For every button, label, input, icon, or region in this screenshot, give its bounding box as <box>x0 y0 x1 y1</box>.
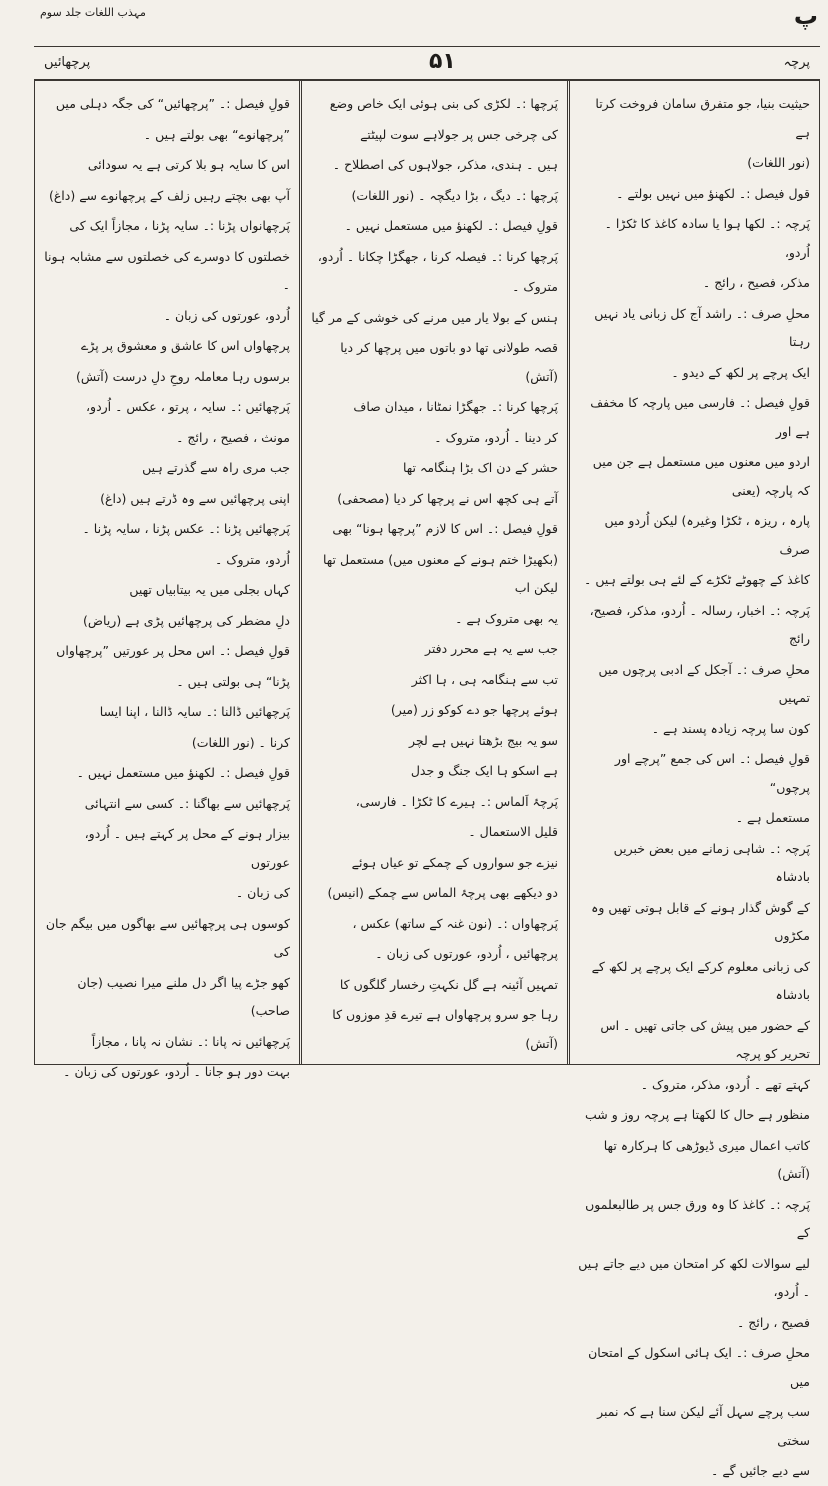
column-left <box>42 90 290 1079</box>
text-line: کر دینا ۔ اُردو، متروک ۔ <box>434 429 558 445</box>
text-line: پَرچھا کرنا :۔ جھگڑا نمٹانا ، میدان صاف <box>353 399 558 414</box>
text-line: کاتب اعمال میری ڈیوڑھی کا ہرکارہ تھا (آتش) <box>603 1137 810 1181</box>
text-line: اُردو، متروک ۔ <box>214 551 290 567</box>
text-line: (بکھیڑا ختم ہونے کے معنوں میں) مستعمل تھا لیکن اب <box>322 551 558 595</box>
column-divider-left <box>299 80 302 1065</box>
text-line: کہاں بجلی میں یہ بیتابیاں تھیں <box>129 582 290 597</box>
text-line: پَرچھا :۔ دیگ ، بڑا دیگچہ ۔ (نور اللغات) <box>351 187 558 203</box>
text-line: جب مری راہ سے گذرتے ہیں <box>142 460 290 475</box>
text-line: کاغذ کے چھوٹے ٹکڑے کے لئے ہی بولتے ہیں ۔ <box>584 572 810 587</box>
text-line: کی چرخی جس پر جولاہے سوت لپیٹتے <box>360 126 558 142</box>
text-line: پَرچھائیں پڑنا :۔ عکس پڑنا ، سایہ پڑنا ۔ <box>82 521 290 536</box>
text-line: قولِ فیصل :۔ ”پرچھائیں“ کی جگہ دہلی میں <box>55 96 290 111</box>
text-line: پَرچھائیں سے بھاگنا :۔ کسی سے انتہائی <box>84 795 290 811</box>
text-line: کوسوں ہی پرچھائیں سے بھاگوں میں بیگم جان کی <box>45 915 290 959</box>
text-line: پَرچھائیں :۔ سایہ ، پرتو ، عکس ۔ اُردو، <box>86 399 290 414</box>
text-line: خصلتوں کا دوسرے کی خصلتوں سے مشابہ ہونا ۔ <box>44 248 290 292</box>
text-line: بہت دور ہو جانا ۔ اُردو، عورتوں کی زبان ۔ <box>63 1064 290 1079</box>
column-divider-right <box>567 80 570 1065</box>
text-line: پَرچھاواں :۔ (نون غنہ کے ساتھ) عکس ، <box>352 915 558 931</box>
text-line: کرنا ۔ (نور اللغات) <box>191 734 290 750</box>
text-line: قولِ فیصل :۔ فارسی میں پارچہ کا مخفف ہے اور <box>590 395 810 439</box>
page-header <box>34 46 820 80</box>
text-line: قولِ فیصل :۔ اس کی جمع ”پرچے اور پرچوں“ <box>614 751 810 795</box>
text-line: محلِ صرف :۔ آجکل کے ادبی پرچوں میں تمہیں <box>598 661 810 705</box>
text-line: پَرچہ :۔ کاغذ کا وہ ورق جس پر طالبعلموں کے <box>585 1196 810 1240</box>
text-line: سو یہ بیج بڑھتا نہیں ہے لچر <box>409 732 558 748</box>
text-line: ایک پرچے پر لکھ کے دیدو ۔ <box>671 364 810 380</box>
header-first-word: پرچہ <box>783 55 810 70</box>
section-letter: پ <box>793 2 818 30</box>
text-line: قولِ فیصل :۔ اس محل پر عورتیں ”پرچھاواں <box>56 643 290 658</box>
text-line: پَرچۂ اَلماس :۔ ہیرے کا ٹکڑا ۔ فارسی، <box>355 793 558 809</box>
text-line: قولِ فیصل :۔ لکھنؤ میں مستعمل نہیں ۔ <box>344 218 558 233</box>
text-line: پَرچہ :۔ شاہی زمانے میں بعض خبریں بادشاہ <box>613 840 810 884</box>
text-line: ہیں ۔ ہندی، مذکر، جولاہوں کی اصطلاح ۔ <box>332 157 558 172</box>
text-line: متروک ۔ <box>512 279 558 294</box>
header-last-word: پرچھائیں <box>44 55 91 70</box>
column-right <box>578 90 810 1478</box>
text-line: اپنی پرچھائیں سے وہ ڈرتے ہیں (داغ) <box>100 490 290 506</box>
text-line: حشر کے دن اک بڑا ہنگامہ تھا <box>402 460 558 475</box>
text-line: اُردو، عورتوں کی زبان ۔ <box>163 307 290 323</box>
text-line: پَرچہ :۔ اخبار، رسالہ ۔ اُردو، مذکر، فصیح، رائج <box>589 602 810 646</box>
text-line: سب پرچے سہل آئے لیکن سنا ہے کہ نمبر سختی <box>597 1404 810 1448</box>
text-line: محلِ صرف :۔ ایک ہائی اسکول کے امتحان میں <box>588 1345 810 1389</box>
text-line: اس کا سایہ ہو بلا کرتی ہے یہ سودائی <box>87 157 290 172</box>
text-line: منظور ہے حال کا لکھتا ہے پرچہ روز و شب <box>584 1107 810 1122</box>
text-line: قلیل الاستعمال ۔ <box>468 824 558 839</box>
text-line: دو دیکھے بھی پرچۂ الماس سے چمکے (انیس) <box>327 885 558 900</box>
text-line: کھو جڑے پیا اگر دل ملنے میرا نصیب (جان صاحب) <box>77 974 290 1018</box>
text-line: مذکر، فصیح ، رائج ۔ <box>702 275 810 290</box>
text-line: پَرچھائیں ڈالنا :۔ سایہ ڈالنا ، اپنا ایسا <box>99 704 290 719</box>
text-line: آپ بھی بچتے رہیں زلف کے پرچھانوے سے (داغ) <box>48 187 290 203</box>
text-line: سے دیے جائیں گے ۔ <box>711 1463 810 1478</box>
text-line: ”پرچھانوے“ بھی بولتے ہیں ۔ <box>143 126 290 142</box>
text-line: پَرچہ :۔ لکھا ہوا یا سادہ کاغذ کا ٹکڑا ۔ اُردو، <box>604 216 810 260</box>
text-line: پَرچھا :۔ لکڑی کی بنی ہوئی ایک خاص وضع <box>329 96 558 111</box>
text-line: ہوئے پرچھا جو دے کوکو زر (میر) <box>390 702 558 717</box>
text-line: قولِ فیصل :۔ لکھنؤ میں مستعمل نہیں ۔ <box>76 765 290 780</box>
text-line: تمہیں آئینہ ہے گل نکہتِ رخسار گلگوں کا <box>339 976 558 992</box>
text-line: کون سا پرچہ زیادہ پسند ہے ۔ <box>651 720 810 736</box>
text-line: مونث ، فصیح ، رائج ۔ <box>176 429 290 445</box>
text-line: ہنس کے بولا یار میں مرنے کی خوشی کے مر گیا <box>311 309 558 325</box>
text-line: قولِ فیصل :۔ اس کا لازم ”پرچھا ہونا“ بھی <box>332 521 558 536</box>
text-line: نیزے جو سواروں کے چمکے تو عیاں ہوئے <box>351 854 558 870</box>
page-number: ۵۱ <box>429 49 456 74</box>
text-line: برسوں رہا معاملہ روحِ دلِ درست (آتش) <box>76 368 290 384</box>
text-line: کے حضور میں پیش کی جاتی تھیں ۔ اس تحریر کو پرچہ <box>600 1017 810 1061</box>
text-line: پڑنا“ ہی بولتی ہیں ۔ <box>176 673 290 689</box>
text-line: پَرچھائیں نہ پانا :۔ نشان نہ پانا ، مجازاً <box>91 1033 290 1049</box>
text-line: پارہ ، ریزہ ، ٹکڑا وغیرہ) لیکن اُردو میں صرف <box>604 513 810 557</box>
text-line: یہ بھی متروک ہے ۔ <box>455 610 558 626</box>
text-line: تب سے ہنگامہ ہی ، ہا اکثر <box>411 671 558 687</box>
text-line: ہے اسکو ہا ایک جنگ و جدل <box>410 763 558 778</box>
text-line: کی زبانی معلوم کرکے ایک پرچے پر لکھ کے بادشاہ <box>591 958 810 1002</box>
text-line: قول فیصل :۔ لکھنؤ میں نہیں بولتے ۔ <box>616 185 810 201</box>
text-line: کی زبان ۔ <box>235 885 290 900</box>
column-middle <box>310 90 558 1055</box>
text-line: پرچھاواں اس کا عاشق و معشوق پر پڑے <box>81 338 290 353</box>
text-line: رہا جو سرو پرچھاواں ہے تیرے قدِ موزوں کا (آتش) <box>332 1007 558 1051</box>
text-line: فصیح ، رائج ۔ <box>737 1314 810 1330</box>
text-line: مستعمل ہے ۔ <box>735 810 810 825</box>
text-line: جب سے یہ ہے محرر دفتر <box>424 641 558 656</box>
text-line: دلِ مضطر کی پرچھائیں پڑی ہے (ریاض) <box>83 612 290 628</box>
text-line: قصہ طولانی تھا دو باتوں میں پرچھا کر دیا (آتش) <box>340 340 558 384</box>
text-line: بیزار ہونے کے محل پر کہتے ہیں ۔ اُردو، عورتوں <box>84 826 290 870</box>
text-line: محلِ صرف :۔ راشد آج کل زبانی یاد نہیں رہتا <box>594 305 810 349</box>
text-line: پَرچھانواں پڑنا :۔ سایہ پڑنا ، مجازاً ایک کی <box>69 218 290 233</box>
text-line: آتے ہی کچھ اس نے پرچھا کر دیا (مصحفی) <box>337 490 558 506</box>
text-line: پرچھائیں ، اُردو، عورتوں کی زبان ۔ <box>375 946 558 961</box>
text-line: اردو میں معنوں میں مستعمل ہے جن میں کہ پارچہ (یعنی <box>592 454 810 498</box>
text-line: لیے سوالات لکھ کر امتحان میں دیے جاتے ہیں ۔ اُردو، <box>578 1255 810 1299</box>
text-line: حیثیت بنیا، جو متفرق سامان فروخت کرتا ہے <box>595 96 810 140</box>
text-line: پَرچھا کرنا :۔ فیصلہ کرنا ، جھگڑا چکانا ۔ اُردو، <box>317 248 558 264</box>
text-line: کے گوش گذار ہونے کے قابل ہوتی تھیں وہ مکڑوں <box>591 899 810 943</box>
running-head-book-title: مہذب اللغات جلد سوم <box>40 6 146 19</box>
text-line: کہتے تھے ۔ اُردو، مذکر، متروک ۔ <box>640 1076 810 1092</box>
text-line: (نور اللغات) <box>747 155 810 170</box>
